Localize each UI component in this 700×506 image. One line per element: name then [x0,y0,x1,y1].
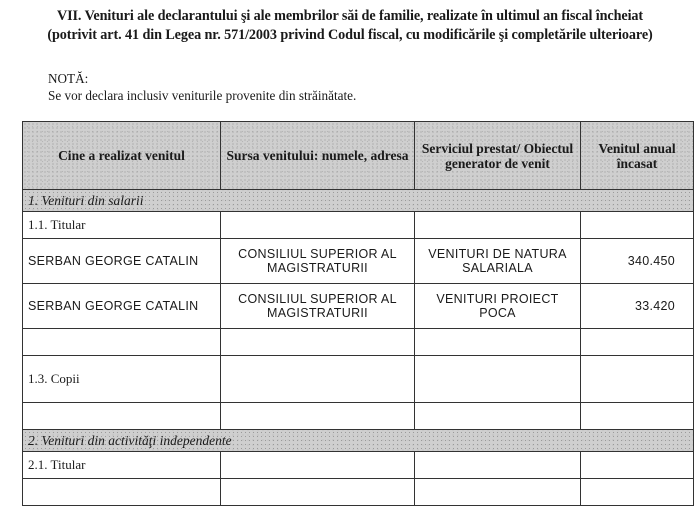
cell-service: VENITURI DE NATURA SALARIALA [415,239,581,284]
cell-who: SERBAN GEORGE CATALIN [23,284,221,329]
cell-source: CONSILIUL SUPERIOR AL MAGISTRATURII [221,239,415,284]
cell-who: SERBAN GEORGE CATALIN [23,239,221,284]
section-label-salarii: 1. Venituri din salarii [23,190,694,212]
col-header-who: Cine a realizat venitul [23,122,221,190]
empty-row [23,479,694,506]
cell-service: VENITURI PROIECT POCA [415,284,581,329]
subsection-row-titular [23,212,694,239]
title-line-2: (potrivit art. 41 din Legea nr. 571/2003 privind Codul fiscal, cu modificările şi completările ulterioare) [47,27,653,43]
subsection-label-titular-2: 2.1. Titular [23,452,221,479]
section-row-independente [23,430,694,452]
note-label: NOTĂ: [48,71,89,86]
title-line-1: VII. Venituri ale declarantului şi ale membrilor săi de familie, realizate în ultimul an fiscal încheiat [56,8,644,24]
col-header-source: Sursa venitului: numele, adresa [221,122,415,190]
income-table [22,121,694,506]
col-header-service: Serviciul prestat/ Obiectul generator de venit [415,122,581,190]
cell-income: 33.420 [581,284,694,329]
table-row [23,284,694,329]
subsection-row-copii [23,356,694,403]
subsection-row-titular-2 [23,452,694,479]
empty-row [23,329,694,356]
note-block [48,70,356,104]
cell-source: CONSILIUL SUPERIOR AL MAGISTRATURII [221,284,415,329]
section-title [0,7,700,45]
table-header-row [23,122,694,190]
section-label-independente: 2. Venituri din activităţi independente [23,430,694,452]
note-text: Se vor declara inclusiv veniturile provenite din străinătate. [48,88,357,103]
subsection-label-copii: 1.3. Copii [23,356,221,403]
section-row-salarii [23,190,694,212]
cell-income: 340.450 [581,239,694,284]
subsection-label-titular: 1.1. Titular [23,212,221,239]
table-row [23,239,694,284]
empty-row [23,403,694,430]
col-header-income: Venitul anual încasat [581,122,694,190]
